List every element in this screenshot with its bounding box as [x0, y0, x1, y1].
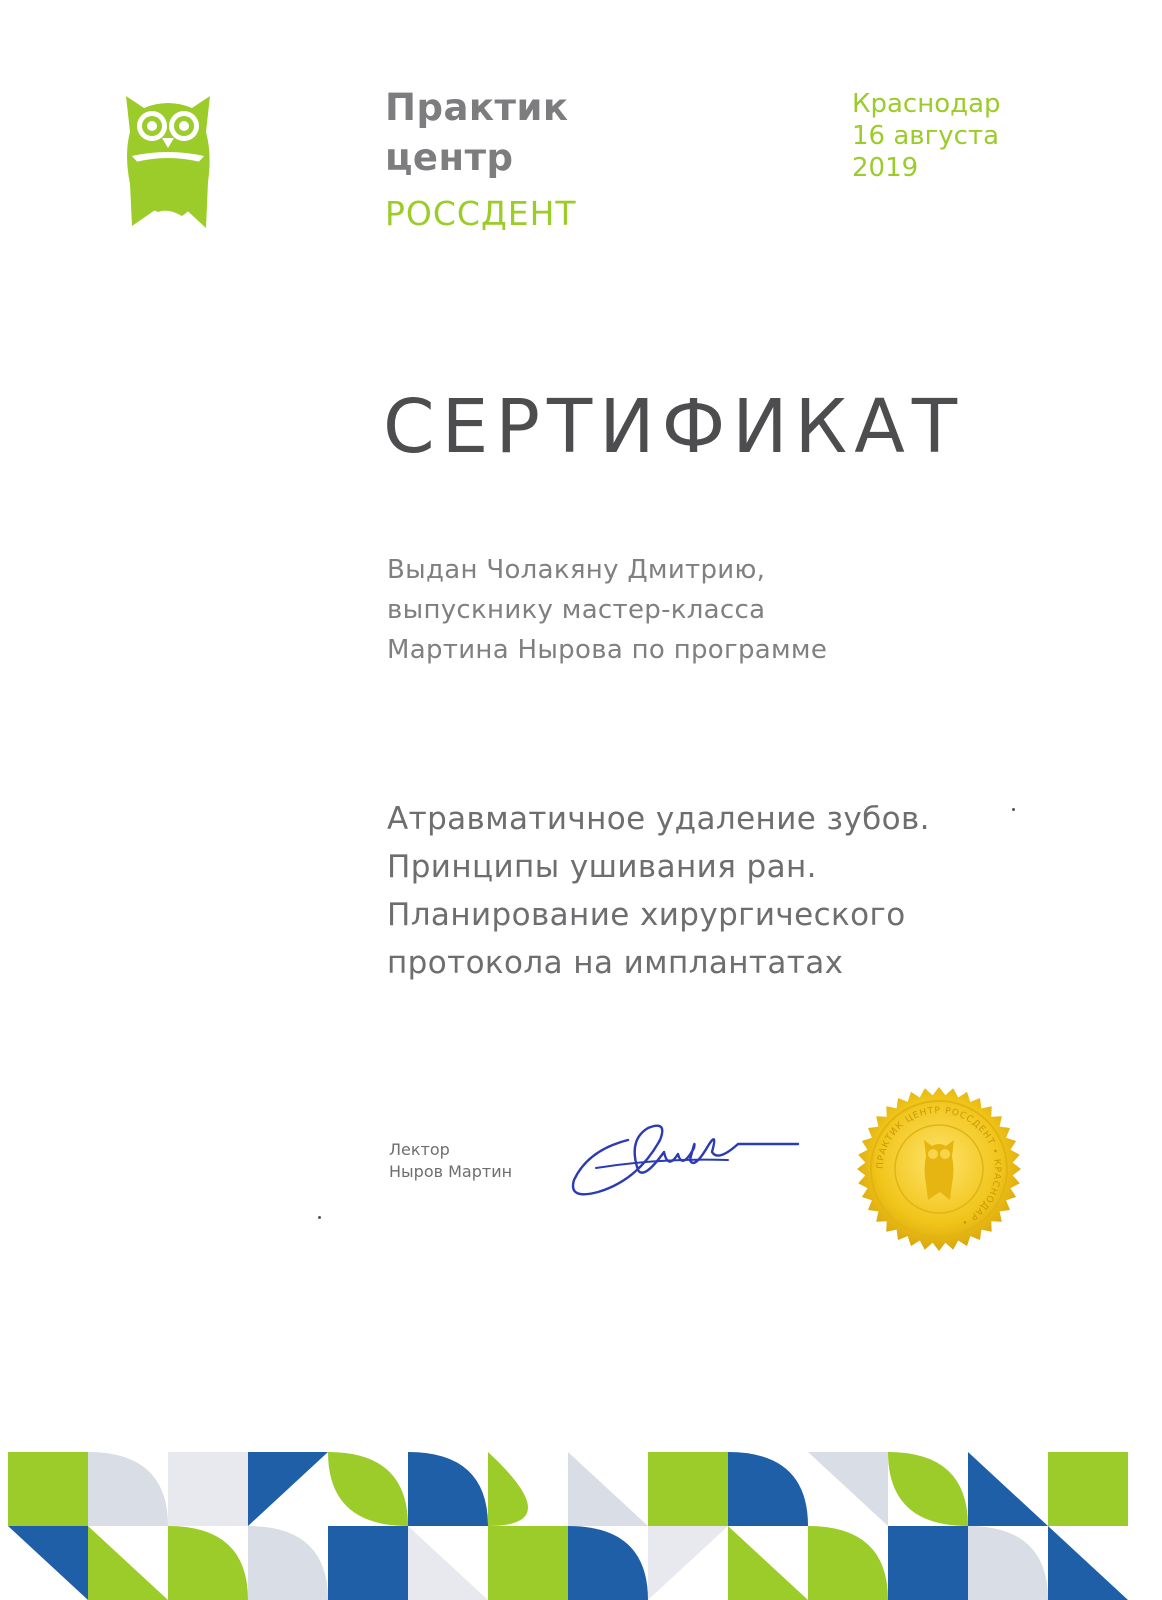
program-line-1: Атравматичное удаление зубов. [387, 801, 930, 837]
brand-name-line-3: РОССДЕНТ [385, 194, 577, 233]
program-line-2: Принципы ушивания ран. [387, 849, 817, 885]
program-line-4: протокола на имплантатах [387, 945, 844, 981]
scan-speck [1012, 808, 1015, 811]
scan-speck [318, 1216, 321, 1219]
decorative-pattern [0, 1452, 1162, 1600]
gold-seal-icon [856, 1086, 1022, 1252]
pattern-tiles [0, 1452, 1162, 1600]
issue-city: Краснодар [852, 89, 1001, 119]
program-line-3: Планирование хирургического [387, 897, 906, 933]
brand-name-line-2: центр [385, 136, 514, 179]
lecturer-name: Ныров Мартин [389, 1162, 513, 1181]
signature-icon [568, 1100, 808, 1210]
issue-date: 16 августа [852, 121, 1000, 151]
issued-to-line-2: выпускнику мастер-класса [387, 595, 766, 625]
brand-name-line-1: Практик [385, 86, 569, 129]
issue-year: 2019 [852, 153, 919, 183]
issued-to-line-1: Выдан Чолакяну Дмитрию, [387, 555, 766, 585]
owl-logo-icon [122, 92, 214, 232]
certificate-title: СЕРТИФИКАТ [383, 384, 965, 470]
lecturer-role: Лектор [389, 1140, 450, 1159]
seal-text: ПРАКТИК ЦЕНТР РОССДЕНТ • КРАСНОДАР • [875, 1105, 1003, 1228]
issued-to-line-3: Мартина Нырова по программе [387, 635, 828, 665]
